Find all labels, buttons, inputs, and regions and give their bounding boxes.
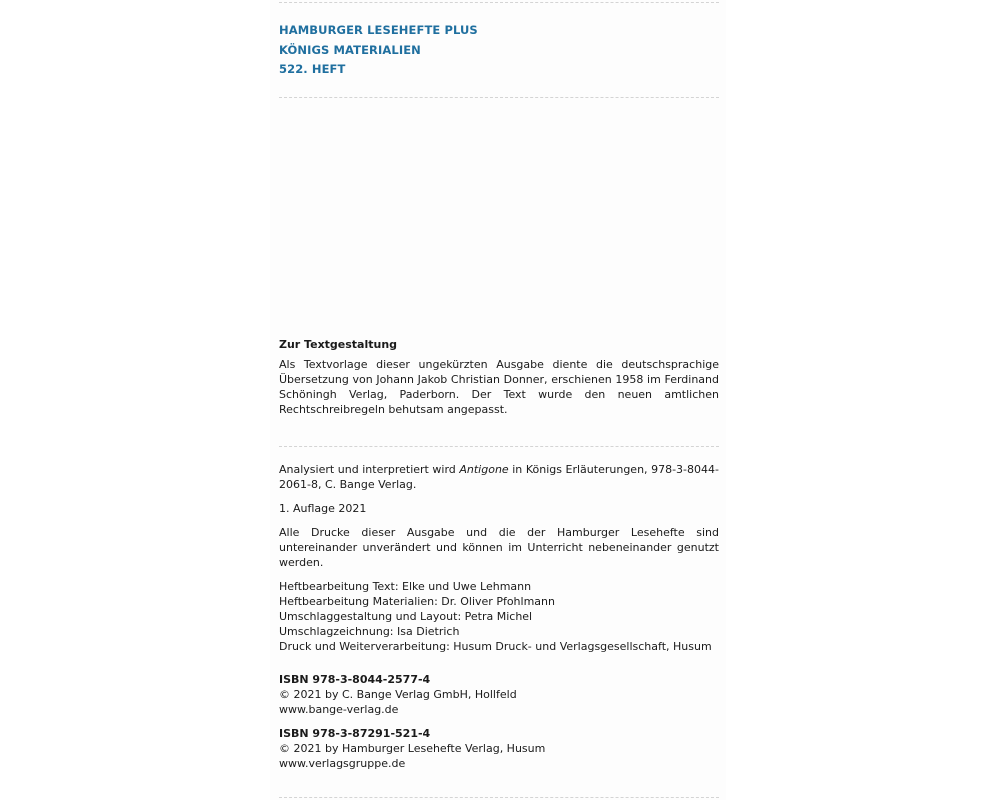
credit-line: Umschlagzeichnung: Isa Dietrich: [279, 625, 460, 638]
isbn: ISBN 978-3-87291-521-4: [279, 727, 431, 740]
publisher-block-2: [279, 726, 719, 771]
divider-header: [279, 97, 719, 98]
text-note-heading: Zur Textgestaltung: [279, 338, 398, 351]
series-header: [279, 21, 478, 80]
reference-title: Antigone: [459, 463, 509, 476]
series-line-2: KÖNIGS MATERIALIEN: [279, 42, 421, 57]
credit-line: Umschlaggestaltung und Layout: Petra Michel: [279, 610, 533, 623]
credit-line: Druck und Weiterverarbeitung: Husum Druck- und Verlagsgesellschaft, Husum: [279, 640, 712, 653]
copyright: © 2021 by Hamburger Lesehefte Verlag, Husum: [279, 742, 546, 755]
reference-note: [279, 462, 719, 492]
website: www.bange-verlag.de: [279, 703, 399, 716]
website: www.verlagsgruppe.de: [279, 757, 406, 770]
credit-line: Heftbearbeitung Text: Elke und Uwe Lehmann: [279, 580, 532, 593]
divider-bottom: [279, 797, 719, 798]
series-line-3: 522. HEFT: [279, 62, 346, 76]
divider-top: [279, 2, 719, 3]
credits-list: [279, 579, 719, 654]
publisher-block-1: [279, 672, 719, 717]
divider-middle: [279, 446, 719, 447]
edition: 1. Auflage 2021: [279, 502, 367, 515]
reference-prefix: Analysiert und interpretiert wird: [279, 463, 460, 476]
series-line-1: HAMBURGER LESEHEFTE PLUS: [279, 23, 478, 37]
text-note-body: Als Textvorlage dieser ungekürzten Ausgabe diente die deutschsprachige Übersetzung von Johann Jakob Christian Donner, erschienen 1958 im Ferdinand Schöningh Verlag, Paderborn. Der Text wurde den neuen amtlichen Rechtschreibregeln behutsam angepasst.: [279, 358, 719, 416]
text-note-section: [279, 337, 719, 417]
imprint-section: [279, 462, 719, 654]
credit-line: Heftbearbeitung Materialien: Dr. Oliver Pfohlmann: [279, 595, 555, 608]
print-note: Alle Drucke dieser Ausgabe und die der Hamburger Lesehefte sind untereinander unverändert und können im Unterricht nebeneinander genutzt werden.: [279, 526, 719, 569]
reference-suffix: in Königs Erläuterungen, 978-3-8044-2061-8, C. Bange Verlag.: [279, 463, 719, 491]
isbn: ISBN 978-3-8044-2577-4: [279, 673, 431, 686]
copyright: © 2021 by C. Bange Verlag GmbH, Hollfeld: [279, 688, 517, 701]
